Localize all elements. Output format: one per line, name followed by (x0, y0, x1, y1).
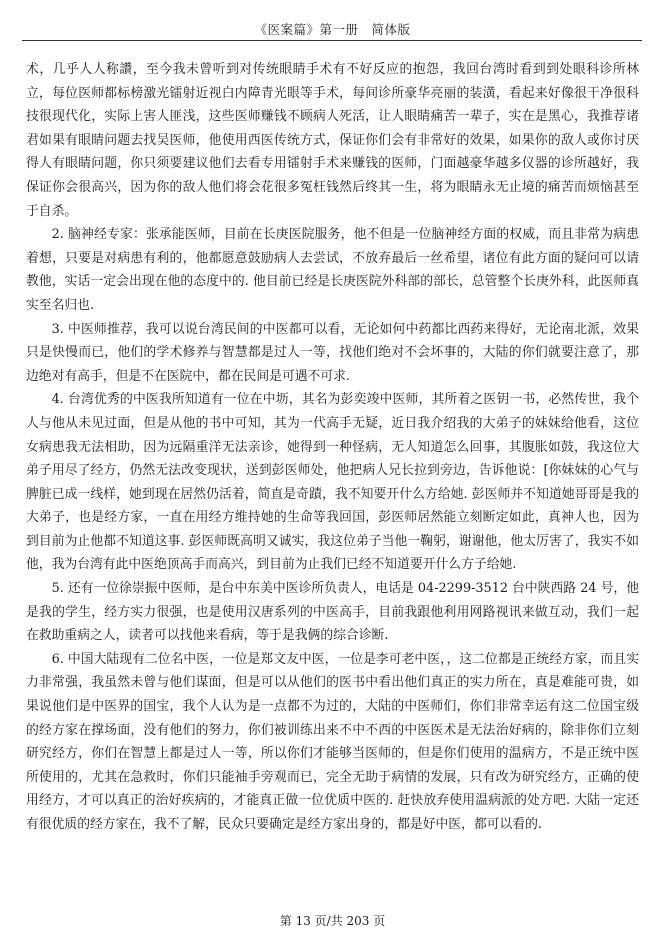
paragraph-3-tcm-recommendation: 3. 中医师推荐，我可以说台湾民间的中医都可以看，无论如何中药都比西药来得好，无论南北派，效果只是快慢而已，他们的学术修养与智慧都是过人一等，找他们绝对不会坏事的，大陆的你们就要注意了，那边绝对有高手，但是不在医院中，都在民间是可遇不可求. (26, 321, 639, 384)
header-divider (22, 40, 642, 41)
paragraph-4-taiwan-tcm: 4. 台湾优秀的中医我所知道有一位在中坜，其名为彭奕竣中医师，其所着之医钥一书，必然传世，我个人与他从未见过面，但是从他的书中可知，其为一代高手无疑，近日我介绍我的大弟子的妹妹给他看，这位女病患我无法相助，因为远隔重洋无法亲诊，她得到一种怪病，无人知道怎么回事，其腹胀如鼓，我这位大弟子用尽了经方，仍然无法改变现状，送到彭医师处，他把病人兄长拉到旁边，告诉他说：[你妹妹的心气与脾脏已成一线样，她到现在居然仍活着，简直是奇蹟，我不知要开什么方给她. 彭医师并不知道她哥哥是我的大弟子，也是经方家，一直在用经方维持她的生命等我回国，彭医师居然能立刻断定如此，真神人也，因为到目前为止他都不知道这事. 彭医师既高明又诚实，我这位弟子当他一鞠躬，谢谢他，他太厉害了，我实不如他，我为台湾有此中医绝顶高手而高兴，到目前为止我们已经不知道要开什么方子给她. (26, 392, 639, 573)
paragraph-6-mainland-tcm: 6. 中国大陆现有二位名中医，一位是郑文友中医，一位是李可老中医，，这二位都是正统经方家，而且实力非常强，我虽然未曾与他们谋面，但是可以从他们的医书中看出他们真正的实力所在，真是难能可贵，如果说他们是中医界的国宝，我个人认为是一点都不为过的，大陆的中医师们，你们非常幸运有这二位国宝级的经方家在撑场面，没有他们的努力，你们被训练出来不中不西的中医医术是无法治好病的，除非你们立刻研究经方，你们在智慧上都是过人一等，所以你们才能够当医师的，但是你们使用的温病方，不是正统中医所使用的，尤其在急救时，你们只能袖手旁观而已，完全无助于病情的发展，只有改为研究经方，正确的使用经方，才可以真正的治好疾病的，才能真正做一位优质中医的. 赶快放弃使用温病派的处方吧. 大陆一定还有很优质的经方家在，我不了解，民众只要确定是经方家出身的，都是好中医，都可以看的. (26, 651, 639, 832)
paragraph-2-neurology-expert: 2. 脑神经专家：张承能医师，目前在长庚医院服务，他不但是一位脑神经方面的权威，而且非常为病患着想，只要是对病患有利的，他都愿意鼓励病人去尝试，不放弃最后一丝希望，诸位有此方面的疑问可以请教他，实话一定会出现在他的态度中的. 他目前已经是长庚医院外科部的部长，总管整个长庚外科，此医师真实至名归也. (26, 227, 639, 313)
paragraph-1-continued: 术，几乎人人称讚，至今我未曾听到对传统眼睛手术有不好反应的抱怨，我回台湾时看到到处眼科诊所林立，每位医师都标榜激光镭射近视白内障青光眼等手术，每间诊所豪华亮丽的装潢，看起来好像很干净很科技很现代化，实际上害人匪浅，这些医师赚钱不顾病人死活，让人眼睛痛苦一辈子，实在是黑心，我推荐诸君如果有眼睛问题去找吴医师，他使用西医传统方式，保证你们会有非常好的效果，如果你的敌人或你讨厌得人有眼睛问题，你只须要建议他们去看专用镭射手术来赚钱的医师，门面越豪华越多仪器的诊所越好，我保证你会很高兴，因为你的敌人他们将会花很多冤枉钱然后终其一生，将为眼睛永无止境的痛苦而烦恼甚至于自杀。 (26, 62, 639, 219)
document-body (26, 58, 639, 837)
page-header-title: 《医案篇》第一册 简体版 (254, 22, 411, 37)
paragraph-5-xu-chongzhen: 5. 还有一位徐崇振中医师，是台中东美中医诊所负责人，电话是 04-2299-3512 台中陕西路 24 号，他是我的学生，经方实力很强，也是使用汉唐系列的中医高手，目前我跟他利用网路视讯来做互动，我们一起在救助重病之人，读者可以找他来看病，等于是我俩的综合诊断. (26, 581, 639, 644)
page-number: 第 13 页/共 203 页 (279, 914, 386, 928)
